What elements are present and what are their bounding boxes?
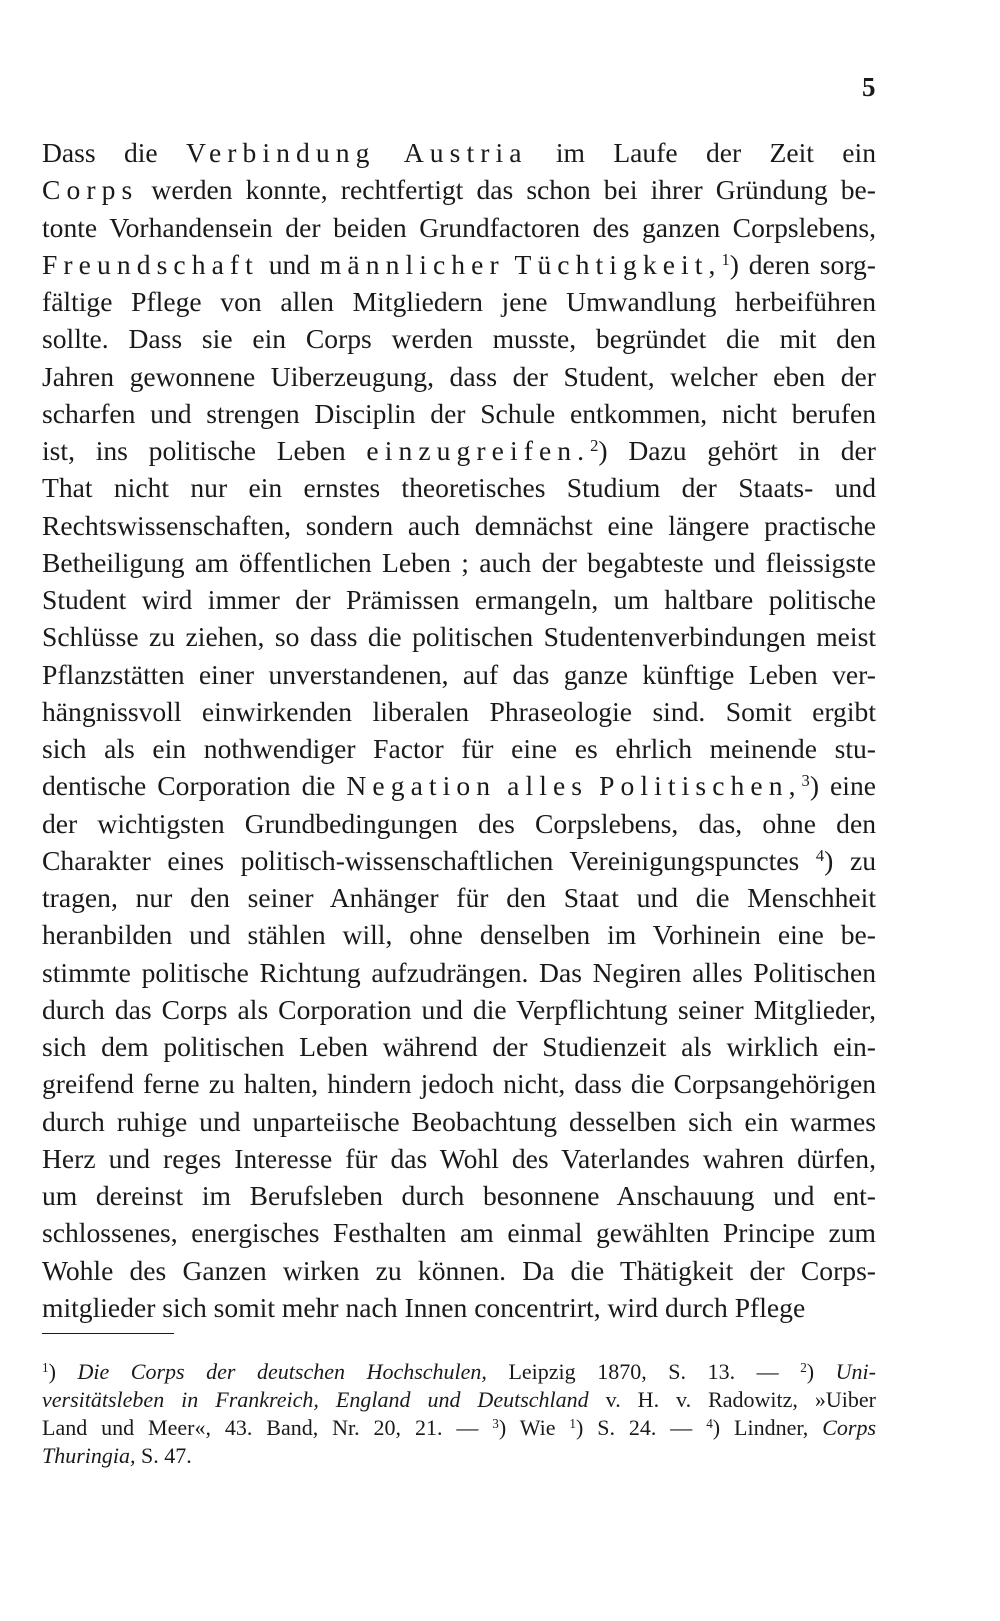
- body-line: [42, 693, 876, 730]
- footnote-marker: 3: [492, 1415, 499, 1431]
- text-run: im Laufe der Zeit ein: [527, 137, 876, 168]
- body-line: [42, 991, 876, 1028]
- spaced-emphasis: Tüchtigkeit,: [514, 248, 722, 280]
- body-line: [42, 1065, 876, 1102]
- body-line: [42, 320, 876, 357]
- spaced-emphasis: alles: [507, 770, 589, 802]
- body-line: [42, 656, 876, 693]
- text-run: heranbilden und stählen will, ohne denselben im Vorhinein eine be-: [42, 919, 876, 951]
- text-run: greifend ferne zu halten, hindern jedoch nicht, dass die Corpsangehörigen: [42, 1068, 876, 1100]
- text-run: Charakter eines politisch-wissenschaftlichen Vereinigungspunctes: [42, 844, 816, 876]
- body-line: [42, 246, 876, 283]
- text-run: der wichtigsten Grundbedingungen des Corpslebens, das, ohne den: [42, 807, 876, 839]
- text-run: [496, 770, 507, 801]
- footnote-divider: [42, 1333, 174, 1334]
- page-number: 5: [862, 72, 876, 102]
- body-line: [42, 730, 876, 767]
- body-line: [42, 544, 876, 581]
- body-line: [42, 805, 876, 842]
- spaced-emphasis: einzugreifen.: [366, 435, 591, 466]
- footnote-marker: 4: [706, 1415, 713, 1431]
- text-run: [505, 249, 515, 280]
- text-run: ): [48, 1359, 78, 1384]
- text-run: um dereinst im Berufsleben durch besonnene Anschauung und ent-: [42, 1180, 876, 1211]
- body-text: [42, 134, 876, 1326]
- spaced-emphasis: männlicher: [319, 248, 505, 280]
- text-run: Wohle des Ganzen wirken zu können. Da die Thätigkeit der Corps-: [42, 1254, 876, 1286]
- body-line: [42, 134, 876, 171]
- text-run: Pflanzstätten einer unverstandenen, auf das ganze künftige Leben ver-: [42, 658, 876, 690]
- italic-title: versitätsleben in Frankreich, England und Deutschland: [42, 1387, 589, 1412]
- footnote-marker: 1: [42, 1359, 49, 1375]
- text-run: ) Lindner,: [712, 1415, 823, 1440]
- text-run: That nicht nur ein ernstes theoretisches Studium der Staats- und: [42, 472, 876, 504]
- text-run: Schlüsse zu ziehen, so dass die politischen Studentenverbindungen meist: [42, 621, 876, 653]
- body-line: [42, 358, 876, 395]
- footnote-line: [42, 1414, 876, 1442]
- text-run: hängnissvoll einwirkenden liberalen Phraseologie sind. Somit ergibt: [42, 695, 876, 727]
- footnote-marker: 4: [815, 845, 825, 865]
- body-line: [42, 469, 876, 506]
- body-line: [42, 395, 876, 432]
- body-line: [42, 1028, 876, 1065]
- text-run: ) S. 24. —: [575, 1415, 707, 1440]
- spaced-emphasis: Verbindung: [186, 137, 376, 168]
- text-run: schlossenes, energisches Festhalten am einmal gewählten Principe zum: [42, 1217, 876, 1249]
- text-run: Herz und reges Interesse für das Wohl des Vaterlandes wahren dürfen,: [42, 1142, 876, 1174]
- text-run: ) Dazu gehört in der: [598, 435, 876, 466]
- spaced-emphasis: Politischen,: [599, 770, 802, 802]
- body-line: [42, 432, 876, 469]
- body-line: [42, 1177, 876, 1214]
- body-line: [42, 283, 876, 320]
- italic-title: Die Corps der deutschen Hochschulen,: [77, 1359, 487, 1384]
- text-run: ) deren sorg-: [729, 248, 876, 280]
- text-run: werden konnte, rechtfertigt das schon bei ihrer Gründung be-: [138, 174, 876, 206]
- text-run: sollte. Dass sie ein Corps werden musste, begründet die mit den: [42, 323, 876, 355]
- body-line: [42, 618, 876, 655]
- body-line: [42, 842, 876, 879]
- text-run: Leipzig 1870, S. 13. —: [486, 1359, 801, 1384]
- italic-title: Thuringia,: [42, 1443, 136, 1468]
- spaced-emphasis: Austria: [403, 137, 528, 168]
- footnote-marker: 1: [721, 249, 730, 269]
- text-run: v. H. v. Radowitz, »Uiber: [588, 1387, 876, 1412]
- text-run: ) zu: [824, 844, 876, 876]
- text-run: stimmte politische Richtung aufzudrängen. Das Negiren alles Politischen: [42, 956, 876, 988]
- text-run: Student wird immer der Prämissen ermangeln, um haltbare politische: [42, 584, 876, 615]
- footnote-line: [42, 1442, 876, 1470]
- text-run: mitglieder sich somit mehr nach Innen concentrirt, wird durch Pflege: [42, 1291, 806, 1323]
- body-line: [42, 1140, 876, 1177]
- text-run: tonte Vorhandensein der beiden Grundfactoren des ganzen Corpslebens,: [42, 211, 876, 243]
- text-run: Land und Meer«, 43. Band, Nr. 20, 21. —: [42, 1415, 493, 1440]
- body-line: [42, 1214, 876, 1251]
- body-line: [42, 916, 876, 953]
- body-line: [42, 767, 876, 804]
- footnote-marker: 3: [801, 771, 810, 791]
- text-run: sich als ein nothwendiger Factor für eine es ehrlich meinende stu-: [42, 733, 876, 764]
- text-run: dentische Corporation die: [42, 770, 347, 802]
- text-run: Rechtswissenschaften, sondern auch demnächst eine längere practische: [42, 509, 876, 541]
- text-run: durch ruhige und unparteiische Beobachtung desselben sich ein warmes: [42, 1105, 876, 1137]
- body-line: [42, 1103, 876, 1140]
- footnotes: [42, 1358, 876, 1470]
- body-line: [42, 171, 876, 208]
- body-line: [42, 1252, 876, 1289]
- text-run: durch das Corps als Corporation und die Verpflichtung seiner Mitglieder,: [42, 993, 876, 1025]
- text-run: ) eine: [809, 770, 877, 802]
- text-run: fältige Pflege von allen Mitgliedern jene Umwandlung herbeiführen: [42, 286, 876, 317]
- italic-title: Corps: [822, 1415, 876, 1440]
- spaced-emphasis: Freundschaft: [42, 248, 259, 280]
- spaced-emphasis: Corps: [42, 174, 139, 206]
- footnote-line: [42, 1358, 876, 1386]
- spaced-emphasis: Negation: [346, 770, 497, 802]
- footnote-marker: 1: [569, 1415, 576, 1431]
- body-line: [42, 581, 876, 618]
- text-run: Jahren gewonnene Uiberzeugung, dass der Student, welcher eben der: [42, 360, 876, 392]
- text-run: tragen, nur den seiner Anhänger für den Staat und die Menschheit: [42, 882, 876, 913]
- italic-title: Uni-: [835, 1359, 876, 1384]
- text-run: [588, 770, 599, 801]
- text-run: ): [806, 1359, 836, 1384]
- footnote-marker: 2: [800, 1359, 807, 1375]
- footnote-marker: 2: [590, 435, 599, 455]
- text-run: [375, 137, 403, 168]
- text-run: Dass die: [42, 137, 186, 168]
- body-line: [42, 1289, 876, 1326]
- text-run: sich dem politischen Leben während der Studienzeit als wirklich ein-: [42, 1031, 876, 1062]
- body-line: [42, 507, 876, 544]
- text-run: scharfen und strengen Disciplin der Schule entkommen, nicht berufen: [42, 397, 876, 429]
- text-run: ist, ins politische Leben: [42, 435, 367, 466]
- body-line: [42, 209, 876, 246]
- text-run: und: [258, 248, 320, 280]
- text-run: Betheiligung am öffentlichen Leben ; auch der begabteste und fleissigste: [42, 546, 876, 578]
- body-line: [42, 879, 876, 916]
- footnote-line: [42, 1386, 876, 1414]
- body-line: [42, 954, 876, 991]
- text-run: ) Wie: [498, 1415, 570, 1440]
- text-run: S. 47.: [135, 1443, 192, 1468]
